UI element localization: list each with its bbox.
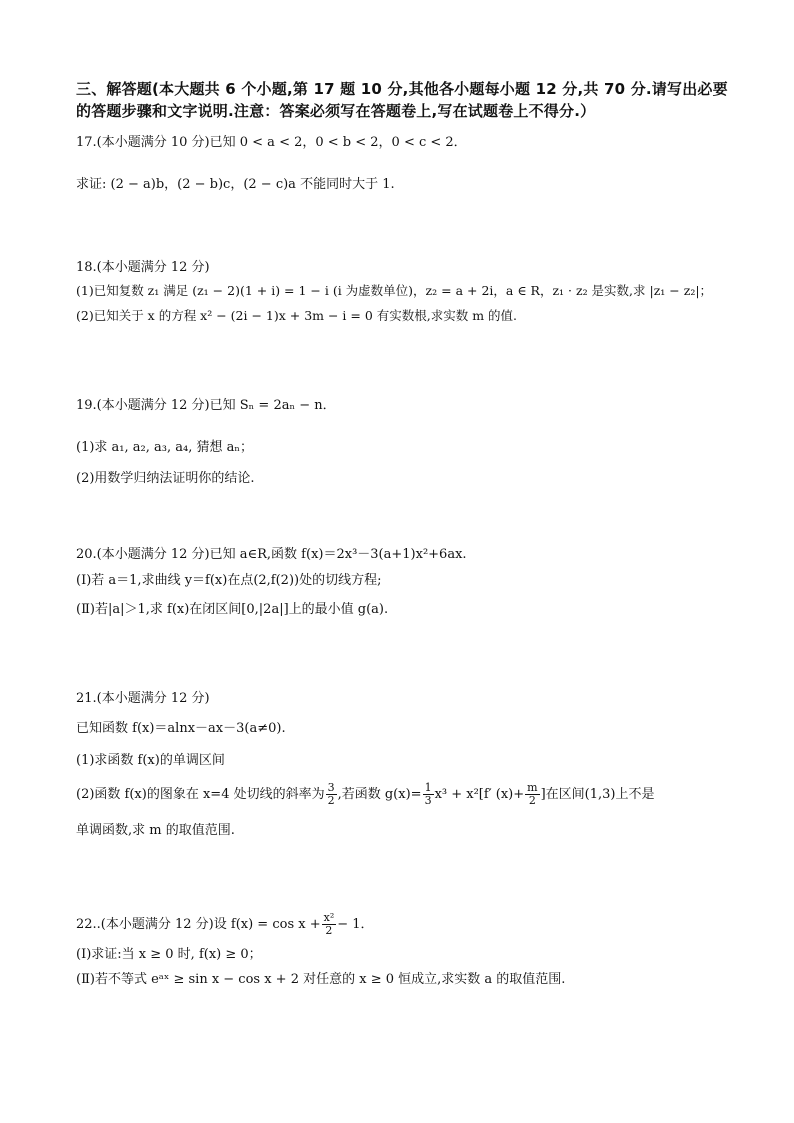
slope-fraction	[326, 782, 337, 807]
q22-part2: (Ⅱ)若不等式 eᵃˣ ≥ sin x − cos x + 2 对任意的 x ≥ 0 恒成立,求实数 a 的取值范围.	[76, 972, 566, 987]
q18-part1: (1)已知复数 z₁ 满足 (z₁ − 2)(1 + i) = 1 − i (i 为虚数单位)，z₂ = a + 2i，a ∈ R，z₁ · z₂ 是实数,求 |z₁ − z₂|；	[76, 283, 713, 298]
section-header: 三、解答题(本大题共 6 个小题,第 17 题 10 分,其他各小题每小题 12 分,共 70 分.请写出必要的答题步骤和文字说明.注意：答案必须写在答题卷上,写在试题卷上不得分.）	[76, 80, 728, 120]
q17-prove: 求证: (2 − a)b，(2 − b)c，(2 − c)a 不能同时大于 1.	[76, 177, 395, 192]
q22-text-a: 22..(本小题满分 12 分)设 f(x) = cos x +	[76, 917, 321, 932]
q20-part1: (Ⅰ)若 a＝1,求曲线 y＝f(x)在点(2,f(2))处的切线方程;	[76, 573, 382, 588]
q21-part2-text-b: ,若函数 g(x)=	[337, 787, 422, 802]
q17-statement: 17.(本小题满分 10 分)已知 0 < a < 2，0 < b < 2，0 < c < 2．	[76, 135, 467, 150]
q22-text-b: − 1．	[337, 917, 374, 932]
q21-part2-text-a: (2)函数 f(x)的图象在 x=4 处切线的斜率为	[76, 787, 325, 802]
q21-part2-text-c: x³ + x²[f′ (x)+	[434, 787, 525, 802]
m-fraction	[525, 782, 539, 807]
slope-denominator: 2	[327, 794, 335, 807]
coef-fraction	[423, 782, 434, 807]
q19-part2: (2)用数学归纳法证明你的结论.	[76, 471, 255, 486]
slope-numerator: 3	[327, 781, 335, 794]
q22-denominator: 2	[325, 924, 333, 937]
m-numerator: m	[527, 781, 538, 794]
coef-numerator: 1	[424, 781, 432, 794]
q22-numerator: x²	[323, 911, 335, 924]
q21-part2	[76, 782, 654, 807]
coef-denominator: 3	[424, 794, 432, 807]
q19-part1: (1)求 a₁, a₂, a₃, a₄, 猜想 aₙ；	[76, 440, 253, 455]
m-denominator: 2	[528, 794, 536, 807]
q21-part2-cont: 单调函数,求 m 的取值范围.	[76, 823, 235, 838]
q21-part1: (1)求函数 f(x)的单调区间	[76, 753, 225, 768]
q21-function: 已知函数 f(x)＝alnx－ax－3(a≠0).	[76, 721, 286, 736]
q20-part2: (Ⅱ)若|a|＞1,求 f(x)在闭区间[0,|2a|]上的最小值 g(a).	[76, 602, 389, 617]
q21-part2-text-d: ]在区间(1,3)上不是	[540, 787, 655, 802]
q22-fraction	[322, 912, 337, 937]
q18-part2: (2)已知关于 x 的方程 x² − (2i − 1)x + 3m − i = 0 有实数根,求实数 m 的值.	[76, 308, 518, 323]
q19-statement: 19.(本小题满分 12 分)已知 Sₙ = 2aₙ − n．	[76, 398, 336, 413]
q21-title: 21.(本小题满分 12 分)	[76, 691, 210, 706]
q22-part1: (Ⅰ)求证:当 x ≥ 0 时, f(x) ≥ 0；	[76, 947, 262, 962]
q18-title: 18.(本小题满分 12 分)	[76, 260, 210, 275]
q22-statement	[76, 912, 374, 937]
q20-statement: 20.(本小题满分 12 分)已知 a∈R,函数 f(x)＝2x³－3(a+1)x²+6ax.	[76, 547, 467, 562]
